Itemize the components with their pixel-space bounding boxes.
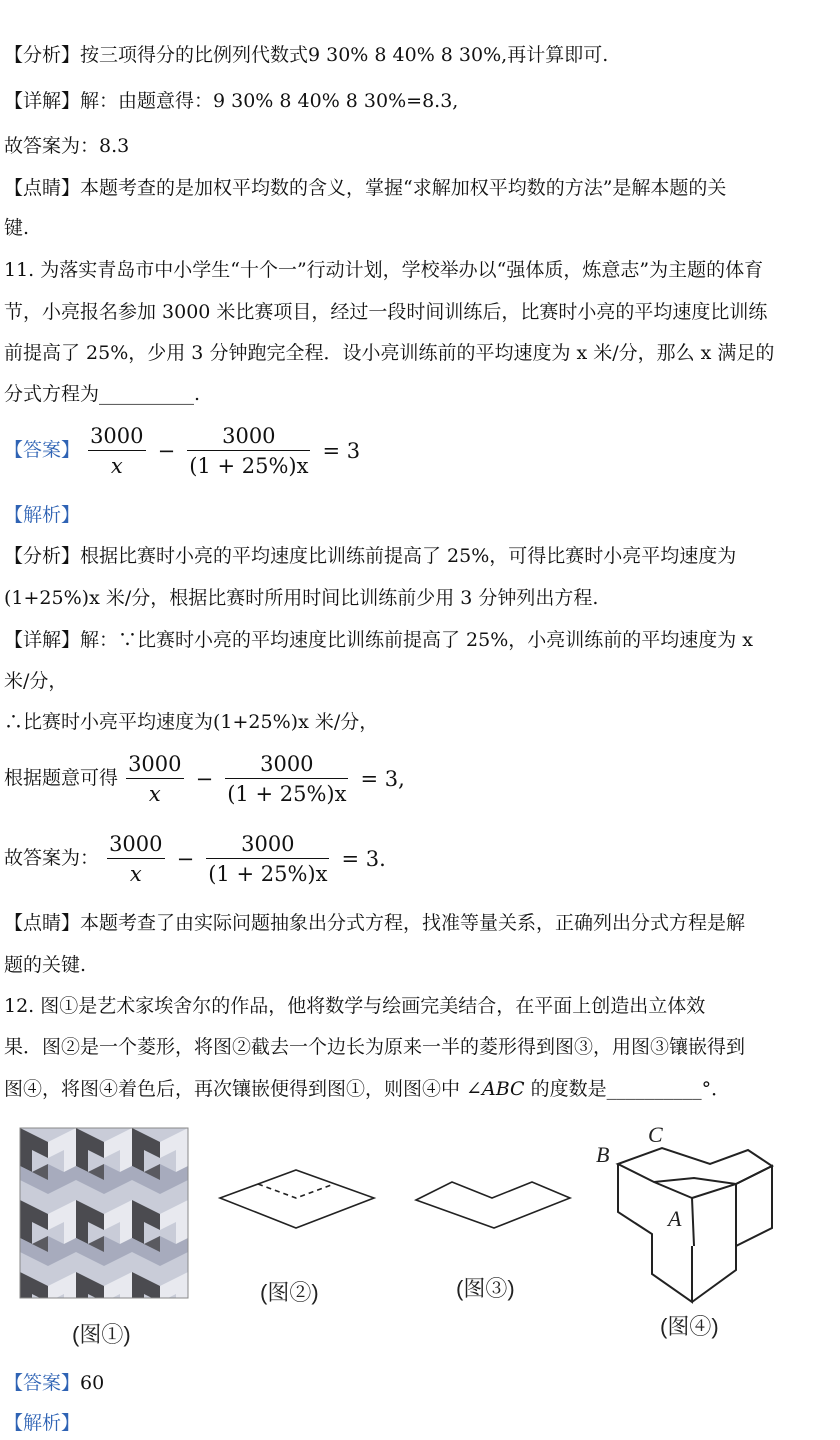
figure-1-escher-tiling	[20, 1128, 188, 1298]
figures-group	[0, 1120, 840, 1360]
figure-1-caption: (图①)	[72, 1322, 131, 1347]
comment-line-2b: 题的关键.	[4, 954, 87, 976]
equation-line-2	[4, 828, 390, 889]
analysis-line-2: 【分析】根据比赛时小亮的平均速度比训练前提高了 25%，可得比赛时小亮平均速度为	[4, 545, 737, 567]
figure-2-caption: (图②)	[260, 1280, 319, 1305]
equation-line-1	[4, 748, 409, 809]
denominator-text: x	[148, 781, 161, 806]
question-12-line-3	[4, 1076, 730, 1102]
analysis-line-3: (1+25%)x 米/分，根据比赛时所用时间比训练前少用 3 分钟列出方程.	[4, 587, 599, 609]
equation-rhs: = 3,	[360, 767, 405, 791]
denominator: (1 + 25%)x	[187, 450, 310, 481]
minus-sign: −	[195, 767, 214, 791]
comment-line-1b: 键.	[4, 217, 30, 239]
answer-tag: 【答案】	[4, 1372, 81, 1394]
comment-line-1: 【点睛】本题考查的是加权平均数的含义，掌握“求解加权平均数的方法”是解本题的关	[4, 177, 727, 199]
figure-3-caption: (图③)	[456, 1276, 515, 1301]
numerator: 3000	[90, 423, 144, 448]
label-A: A	[668, 1206, 682, 1231]
solution-line-4: ∴比赛时小亮平均速度为(1+25%)x 米/分，	[4, 711, 379, 733]
numerator: 3000	[241, 831, 295, 856]
answer-11-equation	[4, 420, 364, 481]
solution-line-1: 【详解】解：由题意得：9 30% 8 40% 8 30%=8.3,	[4, 90, 459, 112]
analysis-line-1: 【分析】按三项得分的比例列代数式9 30% 8 40% 8 30%,再计算即可.	[4, 44, 609, 66]
fraction-2	[225, 750, 348, 809]
comment-line-2: 【点睛】本题考查了由实际问题抽象出分式方程，找准等量关系，正确列出分式方程是解	[4, 912, 746, 934]
minus-sign: −	[157, 439, 176, 463]
answer-value: 60	[80, 1372, 105, 1394]
fraction-2	[206, 830, 329, 889]
solution-line-2: 【详解】解：∵比赛时小亮的平均速度比训练前提高了 25%，小亮训练前的平均速度为 x	[4, 629, 754, 651]
label-C: C	[648, 1122, 663, 1147]
fraction-1	[88, 422, 145, 481]
analysis-heading-2: 【解析】	[4, 1412, 81, 1434]
figure-3-shape	[416, 1182, 570, 1228]
denominator: (1 + 25%)x	[225, 778, 348, 809]
question-11-line-2: 节，小亮报名参加 3000 米比赛项目，经过一段时间训练后，比赛时小亮的平均速度比训练	[4, 301, 768, 323]
fraction-1	[107, 830, 164, 889]
denominator: (1 + 25%)x	[206, 858, 329, 889]
numerator: 3000	[109, 831, 163, 856]
question-11-line-3: 前提高了 25%，少用 3 分钟跑完全程．设小亮训练前的平均速度为 x 米/分，那么 x 满足的	[4, 342, 775, 364]
denominator-text: x	[129, 861, 142, 886]
numerator: 3000	[128, 751, 182, 776]
question-11-line-4: 分式方程为__________.	[4, 383, 201, 405]
question-12-line-2: 果．图②是一个菱形，将图②截去一个边长为原来一半的菱形得到图③，用图③镶嵌得到	[4, 1036, 746, 1058]
question-text: 的度数是__________°．	[524, 1078, 731, 1100]
denominator-text: x	[110, 453, 123, 478]
figure-2-rhombus	[220, 1170, 374, 1228]
label-B: B	[596, 1142, 610, 1167]
question-text: 图④，将图④着色后，再次镶嵌便得到图①，则图④中 ∠	[4, 1078, 482, 1100]
answer-12-line	[4, 1370, 104, 1396]
equation-prefix: 故答案为：	[4, 847, 100, 869]
figure-4-caption: (图④)	[660, 1314, 719, 1339]
denominator	[126, 778, 183, 809]
figure-4-solid	[618, 1148, 772, 1302]
minus-sign: −	[176, 847, 195, 871]
answer-tag: 【答案】	[4, 439, 81, 461]
angle-label: ABC	[481, 1078, 525, 1100]
fraction-2	[187, 422, 310, 481]
equation-rhs: = 3	[322, 439, 361, 463]
equation-rhs: = 3.	[341, 847, 386, 871]
question-11-line-1: 11. 为落实青岛市中小学生“十个一”行动计划，学校举办以“强体质，炼意志”为主题的体育	[4, 259, 764, 281]
solution-line-3: 米/分，	[4, 670, 68, 692]
question-12-line-1: 12. 图①是艺术家埃舍尔的作品，他将数学与绘画完美结合，在平面上创造出立体效	[4, 995, 706, 1017]
answer-line-1: 故答案为：8.3	[4, 135, 130, 157]
equation-prefix: 根据题意可得	[4, 767, 119, 789]
analysis-heading: 【解析】	[4, 504, 81, 526]
numerator: 3000	[222, 423, 276, 448]
numerator: 3000	[260, 751, 314, 776]
denominator	[88, 450, 145, 481]
fraction-1	[126, 750, 183, 809]
denominator	[107, 858, 164, 889]
